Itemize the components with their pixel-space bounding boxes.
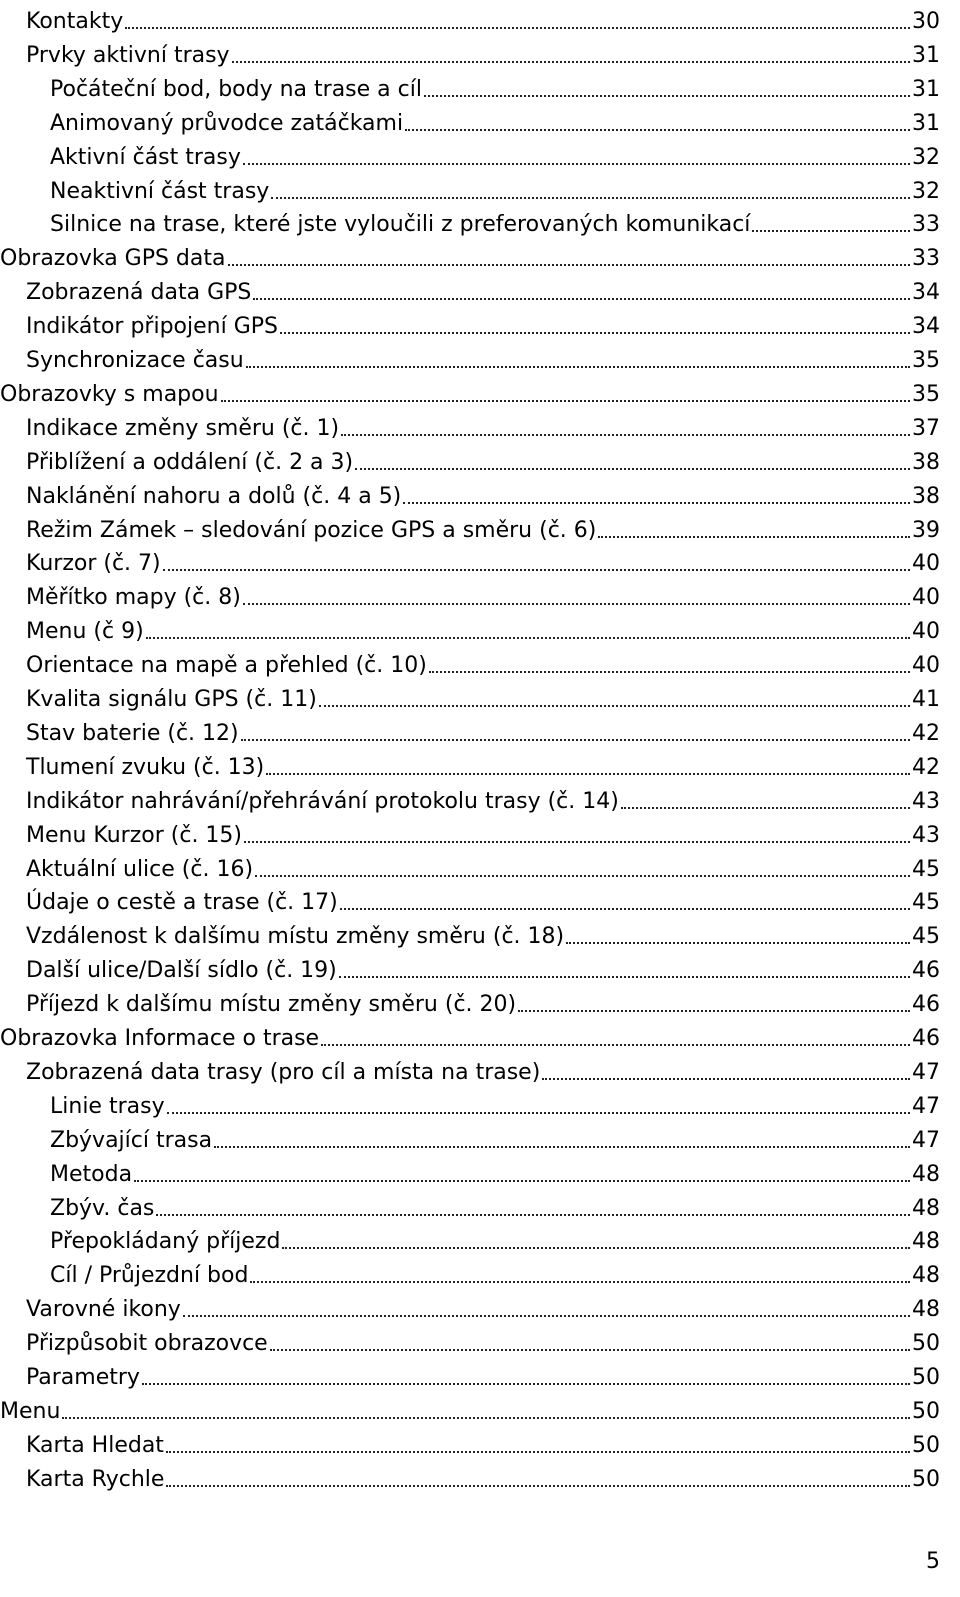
toc-dot-leader — [232, 60, 910, 63]
toc-entry[interactable] — [26, 407, 940, 441]
toc-entry-title: Obrazovka Informace o trase — [0, 1026, 320, 1051]
toc-entry-page: 43 — [912, 788, 940, 814]
toc-entry-title: Měřítko mapy (č. 8) — [26, 585, 241, 611]
toc-entry[interactable] — [50, 102, 940, 136]
toc-entry-title: Karta Rychle — [26, 1466, 165, 1492]
toc-entry-title: Kurzor (č. 7) — [26, 551, 161, 577]
toc-dot-leader — [752, 229, 910, 232]
toc-dot-leader — [244, 840, 910, 843]
toc-dot-leader — [542, 1077, 910, 1080]
toc-entry-title: Zbýv. čas — [50, 1195, 155, 1221]
toc-dot-leader — [134, 1179, 910, 1182]
toc-entry-page: 45 — [912, 856, 940, 882]
toc-entry-title: Animovaný průvodce zatáčkami — [50, 110, 404, 136]
toc-entry-title: Zbývající trasa — [50, 1127, 213, 1153]
toc-entry-title: Orientace na mapě a přehled (č. 10) — [26, 653, 427, 679]
toc-entry-page: 47 — [912, 1093, 940, 1119]
toc-entry-title: Zobrazená data trasy (pro cíl a místa na trase) — [26, 1059, 541, 1085]
toc-dot-leader — [250, 1280, 910, 1283]
toc-dot-leader — [566, 941, 910, 944]
toc-entry[interactable] — [26, 542, 940, 576]
toc-entry[interactable] — [26, 746, 940, 780]
toc-dot-leader — [142, 1382, 910, 1385]
toc-dot-leader — [424, 94, 910, 97]
toc-entry-title: Obrazovky s mapou — [0, 381, 219, 407]
toc-entry[interactable] — [26, 983, 940, 1017]
toc-entry-title: Parametry — [26, 1365, 140, 1390]
toc-dot-leader — [340, 907, 910, 910]
toc-dot-leader — [228, 263, 911, 266]
toc-entry-title: Zobrazená data GPS — [26, 280, 252, 306]
toc-entry[interactable] — [0, 1390, 940, 1424]
toc-entry[interactable] — [26, 0, 940, 34]
toc-dot-leader — [280, 331, 910, 334]
toc-entry[interactable] — [26, 34, 940, 68]
toc-dot-leader — [221, 399, 910, 402]
toc-entry-title: Menu (č 9) — [26, 619, 144, 645]
toc-entry-page: 50 — [912, 1398, 940, 1424]
toc-entry-page: 48 — [912, 1195, 940, 1221]
toc-entry[interactable] — [26, 644, 940, 678]
toc-entry-page: 31 — [912, 110, 940, 136]
toc-dot-leader — [163, 568, 910, 571]
toc-entry-page: 45 — [912, 924, 940, 950]
toc-dot-leader — [241, 738, 910, 741]
toc-entry[interactable] — [50, 203, 940, 237]
toc-entry-page: 48 — [912, 1263, 940, 1289]
toc-entry-page: 48 — [912, 1229, 940, 1255]
toc-entry-page: 34 — [912, 280, 940, 306]
toc-entry[interactable] — [26, 271, 940, 305]
toc-entry-page: 42 — [912, 754, 940, 780]
toc-entry[interactable] — [26, 610, 940, 644]
toc-entry[interactable] — [0, 1017, 940, 1051]
toc-entry-title: Synchronizace času — [26, 348, 244, 373]
toc-entry[interactable] — [26, 881, 940, 915]
toc-entry-title: Silnice na trase, které jste vyloučili z preferovaných komunikací — [50, 212, 751, 238]
toc-entry[interactable] — [50, 1254, 940, 1288]
toc-entry[interactable] — [26, 814, 940, 848]
toc-entry-page: 42 — [912, 720, 940, 746]
toc-entry-title: Obrazovka GPS data — [0, 246, 226, 272]
toc-dot-leader — [255, 874, 910, 877]
toc-entry-page: 40 — [912, 653, 940, 679]
toc-entry[interactable] — [26, 915, 940, 949]
toc-entry-page: 41 — [912, 687, 940, 712]
toc-dot-leader — [243, 602, 910, 605]
toc-dot-leader — [598, 535, 910, 538]
toc-dot-leader — [282, 1246, 910, 1249]
toc-dot-leader — [183, 1314, 910, 1317]
toc-entry[interactable] — [26, 1051, 940, 1085]
toc-dot-leader — [125, 26, 910, 29]
toc-entry-page: 34 — [912, 314, 940, 340]
toc-entry[interactable] — [26, 576, 940, 610]
toc-entry-page: 50 — [912, 1466, 940, 1492]
toc-entry-page: 50 — [912, 1331, 940, 1357]
toc-entry-page: 31 — [912, 76, 940, 102]
toc-entry[interactable] — [26, 1322, 940, 1356]
toc-entry-title: Přiblížení a oddálení (č. 2 a 3) — [26, 449, 354, 475]
toc-entry-page: 46 — [912, 1026, 940, 1051]
toc-entry-page: 40 — [912, 585, 940, 611]
toc-entry-title: Příjezd k dalšímu místu změny směru (č. 20) — [26, 992, 517, 1018]
toc-entry-page: 32 — [912, 178, 940, 204]
toc-dot-leader — [166, 1450, 910, 1453]
toc-entry-page: 35 — [912, 381, 940, 407]
toc-entry[interactable] — [0, 373, 940, 407]
toc-entry-title: Aktivní část trasy — [50, 144, 241, 170]
toc-entry-page: 46 — [912, 958, 940, 984]
toc-entry-page: 43 — [912, 822, 940, 848]
toc-dot-leader — [214, 1145, 910, 1148]
toc-entry[interactable] — [50, 1220, 940, 1254]
toc-entry-title: Naklánění nahoru a dolů (č. 4 a 5) — [26, 483, 402, 509]
toc-dot-leader — [355, 467, 910, 470]
toc-entry-page: 40 — [912, 619, 940, 645]
toc-entry-page: 30 — [912, 9, 940, 34]
toc-entry-page: 48 — [912, 1297, 940, 1323]
toc-entry[interactable] — [50, 1085, 940, 1119]
toc-entry-title: Karta Hledat — [26, 1432, 164, 1458]
toc-entry-title: Režim Zámek – sledování pozice GPS a směru (č. 6) — [26, 517, 597, 543]
toc-entry-title: Další ulice/Další sídlo (č. 19) — [26, 958, 337, 984]
toc-entry[interactable] — [26, 848, 940, 882]
toc-entry-page: 32 — [912, 144, 940, 170]
toc-entry-title: Menu — [0, 1398, 61, 1424]
toc-entry[interactable] — [26, 475, 940, 509]
toc-entry-title: Přizpůsobit obrazovce — [26, 1331, 268, 1357]
toc-entry-title: Vzdálenost k dalšímu místu změny směru (č. 18) — [26, 924, 565, 950]
toc-entry[interactable] — [26, 1424, 940, 1458]
toc-entry[interactable] — [50, 1187, 940, 1221]
toc-entry-page: 50 — [912, 1365, 940, 1390]
toc-dot-leader — [271, 196, 910, 199]
toc-entry-title: Metoda — [50, 1161, 133, 1187]
toc-entry-page: 50 — [912, 1432, 940, 1458]
toc-dot-leader — [321, 1043, 910, 1046]
toc-dot-leader — [266, 772, 910, 775]
toc-entry-title: Počáteční bod, body na trase a cíl — [50, 76, 422, 102]
toc-dot-leader — [156, 1213, 910, 1216]
toc-entry-title: Prvky aktivní trasy — [26, 42, 230, 68]
toc-entry[interactable] — [50, 136, 940, 170]
toc-dot-leader — [621, 806, 910, 809]
toc-entry[interactable] — [0, 237, 940, 271]
toc-dot-leader — [270, 1348, 910, 1351]
toc-entry-title: Indikátor připojení GPS — [26, 314, 278, 340]
toc-entry[interactable] — [26, 509, 940, 543]
toc-entry-page: 37 — [912, 415, 940, 441]
toc-dot-leader — [62, 1416, 910, 1419]
toc-entry-page: 39 — [912, 517, 940, 543]
toc-entry-page: 47 — [912, 1059, 940, 1085]
toc-entry-page: 33 — [912, 246, 940, 272]
toc-entry[interactable] — [50, 1153, 940, 1187]
toc-entry[interactable] — [50, 170, 940, 204]
toc-dot-leader — [429, 670, 910, 673]
toc-entry-title: Cíl / Průjezdní bod — [50, 1263, 249, 1289]
toc-entry-title: Tlumení zvuku (č. 13) — [26, 754, 265, 780]
toc-entry[interactable] — [26, 305, 940, 339]
toc-entry-page: 48 — [912, 1161, 940, 1187]
toc-entry[interactable] — [26, 678, 940, 712]
toc-entry-page: 31 — [912, 42, 940, 68]
toc-dot-leader — [246, 365, 910, 368]
toc-entry-page: 40 — [912, 551, 940, 577]
toc-entry[interactable] — [50, 68, 940, 102]
toc-entry-page: 47 — [912, 1127, 940, 1153]
toc-entry-title: Linie trasy — [50, 1093, 165, 1119]
toc-dot-leader — [518, 1009, 910, 1012]
toc-entry[interactable] — [26, 780, 940, 814]
toc-entry-title: Indikace změny směru (č. 1) — [26, 415, 340, 441]
toc-dot-leader — [405, 128, 910, 131]
toc-entry[interactable] — [26, 1288, 940, 1322]
toc-entry-title: Přepokládaný příjezd — [50, 1229, 281, 1255]
toc-dot-leader — [339, 975, 910, 978]
toc-entry-page: 38 — [912, 483, 940, 509]
toc-entry[interactable] — [26, 441, 940, 475]
toc-entry[interactable] — [26, 1458, 940, 1492]
toc-entry[interactable] — [26, 339, 940, 373]
toc-dot-leader — [167, 1111, 910, 1114]
toc-dot-leader — [319, 704, 910, 707]
toc-dot-leader — [403, 501, 910, 504]
toc-dot-leader — [341, 433, 910, 436]
toc-entry-title: Údaje o cestě a trase (č. 17) — [26, 890, 338, 916]
toc-entry-page: 38 — [912, 449, 940, 475]
toc-entry[interactable] — [26, 712, 940, 746]
toc-dot-leader — [166, 1484, 910, 1487]
toc-entry-title: Kvalita signálu GPS (č. 11) — [26, 687, 317, 712]
toc-entry[interactable] — [50, 1119, 940, 1153]
toc-entry-page: 35 — [912, 348, 940, 373]
toc-entry-title: Varovné ikony — [26, 1297, 181, 1323]
toc-dot-leader — [253, 297, 910, 300]
page-number: 5 — [926, 1549, 940, 1574]
toc-entry-title: Indikátor nahrávání/přehrávání protokolu trasy (č. 14) — [26, 788, 619, 814]
toc-entry-title: Kontakty — [26, 9, 124, 34]
toc-entry-title: Neaktivní část trasy — [50, 178, 270, 204]
toc-dot-leader — [146, 636, 910, 639]
toc-dot-leader — [243, 162, 910, 165]
toc-entry[interactable] — [26, 949, 940, 983]
toc-entry-page: 46 — [912, 992, 940, 1018]
toc-entry-page: 45 — [912, 890, 940, 916]
toc-entry-title: Stav baterie (č. 12) — [26, 720, 239, 746]
toc-entry[interactable] — [26, 1356, 940, 1390]
toc-entry-title: Menu Kurzor (č. 15) — [26, 822, 243, 848]
toc-entry-page: 33 — [912, 212, 940, 238]
toc-entry-title: Aktuální ulice (č. 16) — [26, 856, 254, 882]
